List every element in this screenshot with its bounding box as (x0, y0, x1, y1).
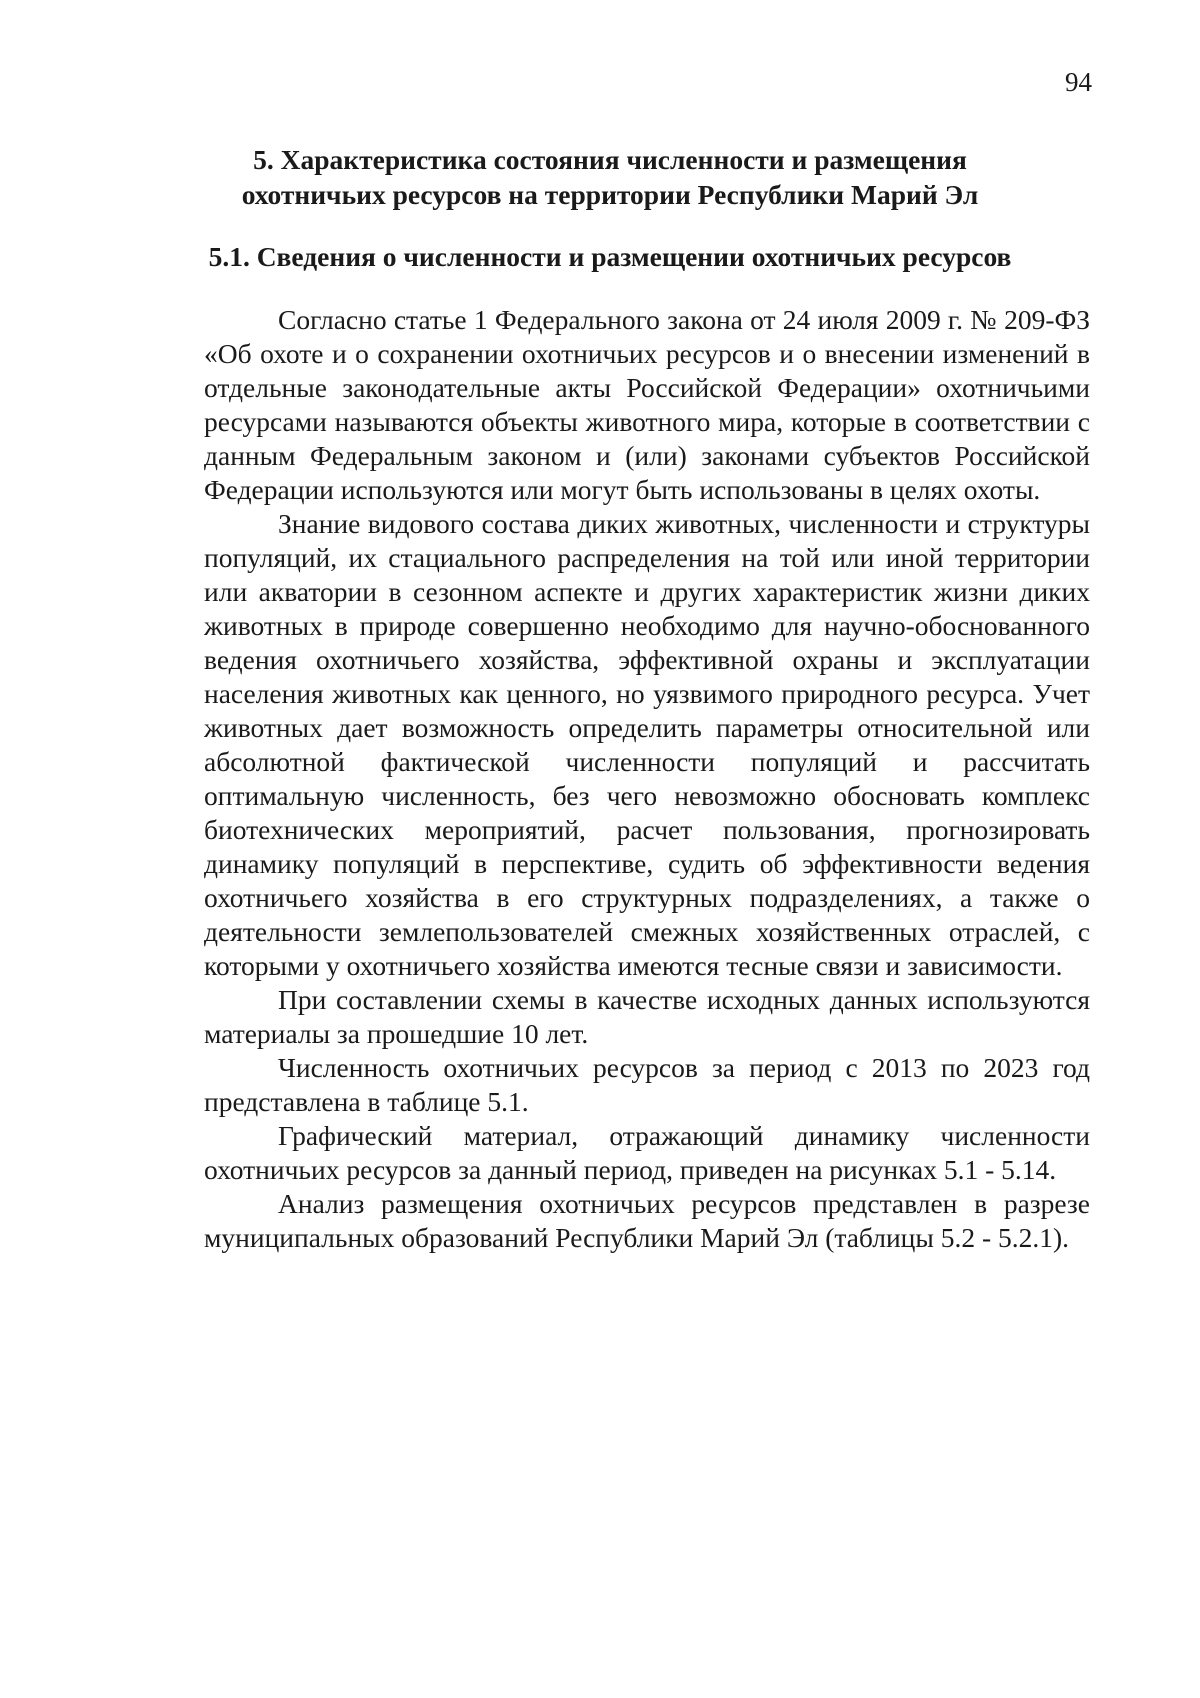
paragraph-importance: Знание видового состава диких животных, численности и структуры популяций, их стациального распределения на той или иной территории или акватории в сезонном аспекте и других характеристик жизни диких животных в природе совершенно необходимо для научно-обоснованного ведения охотничьего хозяйства, эффективной охраны и эксплуатации населения животных как ценного, но уязвимого природного ресурса. Учет животных дает возможность определить параметры относительной или абсолютной фактической численности популяций и рассчитать оптимальную численность, без чего невозможно обосновать комплекс биотехнических мероприятий, расчет пользования, прогнозировать динамику популяций в перспективе, судить об эффективности ведения охотничьего хозяйства в его структурных подразделениях, а также о деятельности землепользователей смежных хозяйственных отраслей, с которыми у охотничьего хозяйства имеются тесные связи и зависимости. (204, 508, 1090, 981)
section-title: 5.1. Сведения о численности и размещении охотничьих ресурсов (208, 241, 1012, 272)
paragraph-definition: Согласно статье 1 Федерального закона от 24 июля 2009 г. № 209-ФЗ «Об охоте и о сохранении охотничьих ресурсов и о внесении изменений в отдельные законодательные акты Российской Федерации» охотничьими ресурсами называются объекты животного мира, которые в соответствии с данным Федеральным законом и (или) законами субъектов Российской Федерации используются или могут быть использованы в целях охоты. (204, 304, 1090, 505)
chapter-title-line-1: 5. Характеристика состояния численности и размещения (253, 144, 967, 175)
body-text (204, 303, 1090, 1255)
paragraph-analysis-reference: Анализ размещения охотничьих ресурсов представлен в разрезе муниципальных образований Республики Марий Эл (таблицы 5.2 - 5.2.1). (204, 1188, 1090, 1253)
chapter-title (160, 142, 1060, 212)
paragraph-table-reference: Численность охотничьих ресурсов за период с 2013 по 2023 год представлена в таблице 5.1. (204, 1052, 1090, 1117)
paragraph-figures-reference: Графический материал, отражающий динамику численности охотничьих ресурсов за данный период, приведен на рисунках 5.1 - 5.14. (204, 1120, 1090, 1185)
paragraph-source-data: При составлении схемы в качестве исходных данных используются материалы за прошедшие 10 лет. (204, 984, 1090, 1049)
chapter-title-line-2: охотничьих ресурсов на территории Республики Марий Эл (241, 179, 979, 210)
page-number: 94 (1065, 67, 1092, 97)
